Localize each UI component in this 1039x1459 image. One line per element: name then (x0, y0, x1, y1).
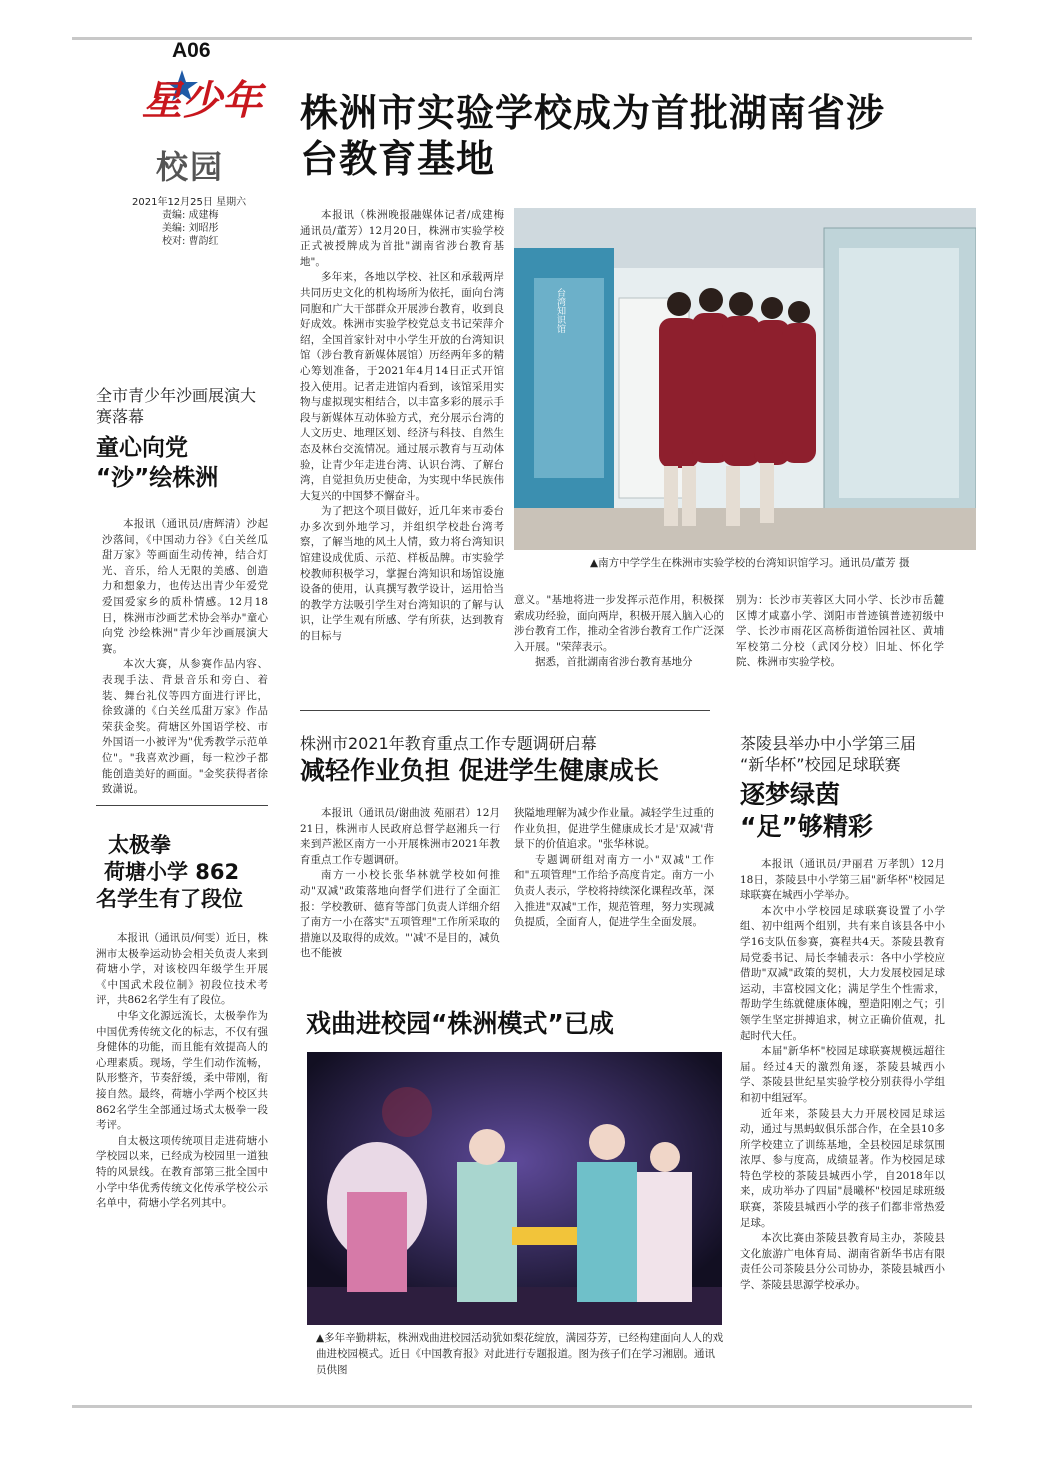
football-kicker-line2: “新华杯”校园足球联赛 (740, 755, 901, 774)
football-paragraph: 本次比赛由茶陵县教育局主办，茶陵县文化旅游广电体育局、湖南省新华书店有限责任公司茶陵县分公司协办，茶陵县城西小学、茶陵县思源学校承办。 (740, 1232, 945, 1292)
opera-headline: 戏曲进校园“株洲模式”已成 (306, 1009, 614, 1038)
homework-paragraph: 狭隘地理解为减少作业量。减轻学生过重的作业负担，促进学生健康成长才是'双减'背景下的价值追求。"张华林说。 (514, 807, 714, 851)
lead-body-col2 (514, 593, 724, 671)
taiji-paragraph: 中华文化源远流长，太极拳作为中国优秀传统文化的标志，不仅有强身健体的功能，而且能有效提高人的心理素质。现场，学生们动作流畅，队形整齐，节奏舒缓，柔中带刚，衔接自然。最终，荷塘小学两个校区共862名学生全部通过场式太极拳一段考评。 (96, 1009, 268, 1132)
masthead-logo-text: 星少年 (142, 78, 262, 124)
football-paragraph: 本届"新华杯"校园足球联赛规模远超往届。经过4天的激烈角逐，茶陵县城西小学、茶陵县世纪星实验学校分别获得小学组和初中组冠军。 (740, 1045, 945, 1104)
homework-kicker: 株洲市2021年教育重点工作专题调研启幕 (300, 734, 597, 753)
football-story (740, 733, 945, 1294)
lead-paragraph: 据悉，首批湖南省涉台教育基地分 (535, 656, 693, 669)
section-divider (300, 710, 710, 711)
proofreader-credit: 校对: 曹韵红 (162, 236, 219, 247)
football-paragraph: 本次中小学校园足球联赛设置了小学组、初中组两个组别，共有来自该县各中小学16支队伍参赛，赛程共4天。茶陵县教育局党委书记、局长李辅表示：各中小学校应借助"双减"政策的契机，大力发展校园足球运动，丰富校园文化；满足学生个性需求，帮助学生练就健康体魄，塑造阳刚之气；引领学生坚定拼搏追求，树立正确价值观，扎起时代大任。 (740, 904, 945, 1042)
masthead-logo (140, 66, 270, 126)
designer-credit: 美编: 刘昭彤 (162, 223, 219, 234)
exhibit-sign-text: 台湾知识馆 (555, 288, 565, 333)
taiji-paragraph: 本报讯（通讯员/何雯）近日，株洲市太极拳运动协会相关负责人来到荷塘小学，对该校四年级学生开展《中国武术段位制》初段位技术考评，共862名学生有了段位。 (96, 932, 268, 1007)
lead-headline-line2: 台教育基地 (300, 137, 496, 181)
sand-headline-line2: “沙”绘株洲 (96, 465, 219, 491)
homework-body-col1 (300, 806, 500, 962)
football-kicker-line1: 茶陵县举办中小学第三届 (740, 734, 917, 753)
lead-paragraph: 多年来，各地以学校、社区和承载两岸共同历史文化的机构场所为依托，面向台湾同胞和广大干部群众开展涉台教育，收到良好成效。株洲市实验学校党总支书记荣萍介绍，全国首家针对中小学生开放的台湾知识馆（涉台教育新媒体展馆）历经两年多的精心筹划准备，于2021年4月14日正式开馆投入使用。记者走进馆内看到，该馆采用实物与虚拟现实相结合，以丰富多彩的展示手段与新媒体互动体验方式，充分展示台湾的人文历史、地理区划、经济与科技、自然生态及林台交流情况。通过展示教育与互动体验，让青少年走进台湾、认识台湾、了解台湾，自觉担负历史使命，为实现中华民族伟大复兴的中国梦不懈奋斗。 (300, 271, 504, 502)
football-headline-line1: 逐梦绿茵 (740, 780, 841, 809)
lead-body-col1 (300, 208, 504, 645)
lead-photo (514, 208, 976, 550)
sand-headline (96, 433, 268, 493)
opera-photo-caption: ▲多年辛勤耕耘，株洲戏曲进校园活动犹如梨花绽放，满园芬芳，已经构建面向人人的戏曲进校园模式。近日《中国教育报》对此进行专题报道。图为孩子们在学习湘剧。通讯员供图 (316, 1332, 724, 1376)
section-name: 校园 (156, 148, 225, 186)
football-paragraph: 近年来，茶陵县大力开展校园足球运动，通过与黑蚂蚁俱乐部合作，在全县10多所学校建立了训练基地，全县校园足球氛围浓厚、参与度高，成绩显著。作为校园足球特色学校的茶陵县城西小学，自2018年以来，成功举办了四届"晨曦杯"校园足球班级联赛，茶陵县城西小学的孩子们都非常热爱足球。 (740, 1107, 945, 1229)
taiji-headline-line2: 荷塘小学 862 (104, 860, 240, 884)
lead-paragraph: 意义。"基地将进一步发挥示范作用，积极探索成功经验，面向两岸，积极开展入脑入心的涉台教育工作，推动全省涉台教育工作广泛深入开展。"荣萍表示。 (514, 594, 724, 653)
lead-headline-line1: 株洲市实验学校成为首批湖南省涉 (300, 91, 886, 135)
star-logo-icon (140, 66, 270, 126)
football-headline-line2: “足”够精彩 (740, 812, 873, 841)
homework-paragraph: 本报讯（通讯员/谢曲波 苑丽君）12月21日，株洲市人民政府总督学赵湘兵一行来到芦淞区南方一小开展株洲市2021年教育重点工作专题调研。 (300, 807, 500, 866)
taiji-story (96, 832, 268, 1212)
football-paragraph: 本报讯（通讯员/尹丽君 万孝凯）12月18日，茶陵县中小学第三届"新华杯"校园足球联赛在城西小学举办。 (740, 858, 945, 902)
sand-kicker: 全市青少年沙画展演大赛落幕 (96, 386, 257, 426)
date-line: 2021年12月25日 星期六 (132, 197, 247, 208)
lead-paragraph: 别为：长沙市芙蓉区大同小学、长沙市岳麓区博才咸嘉小学、浏阳市普迹镇普迹初级中学、长沙市雨花区高桥街道怡园社区、黄埔军校第二分校（武冈分校）旧址、怀化学院、株洲市实验学校。 (736, 594, 944, 669)
taiji-headline-line1: 太极拳 (108, 833, 171, 857)
football-headline (740, 779, 945, 843)
lead-headline (300, 90, 980, 182)
sand-paragraph: 本次大赛，从参赛作品内容、表现手法、背景音乐和旁白、着装、舞台礼仪等四方面进行评比，徐致潇的《白关丝瓜甜万家》作品荣获金奖。荷塘区外国语学校、市外国语一小被评为"优秀教学示范单位"。"我喜欢沙画，每一粒沙子都能创造美好的画面。"金奖获得者徐致潇说。 (102, 658, 268, 796)
sand-story (96, 385, 268, 798)
lead-paragraph: 本报讯（株洲晚报融媒体记者/成建梅 通讯员/董芳）12月20日，株洲市实验学校正式被授牌成为首批"湖南省涉台教育基地"。 (300, 209, 504, 268)
sand-headline-line1: 童心向党 (96, 435, 188, 461)
taiji-headline (96, 832, 268, 913)
masthead-meta (132, 196, 272, 248)
homework-paragraph: 专题调研组对南方一小"双减"工作和"五项管理"工作给予高度肯定。南方一小负责人表示，学校将持续深化课程改革，深入推进"双减"工作，规范管理，努力实现减负提质，全面育人，促进学生全面发展。 (514, 853, 714, 929)
editor-credit: 责编: 成建梅 (162, 210, 219, 221)
taiji-paragraph: 自太极这项传统项目走进荷塘小学校园以来，已经成为校园里一道独特的风景线。在教育部第三批全国中小学中华优秀传统文化传承学校公示名单中，荷塘小学名列其中。 (96, 1134, 268, 1210)
taiji-body (96, 931, 268, 1212)
left-column-divider (96, 805, 268, 806)
homework-body-col2 (514, 806, 714, 931)
sand-paragraph: 本报讯（通讯员/唐辉清）沙起沙落间，《中国动力谷》《白关丝瓜甜万家》等画面生动传神，结合灯光、音乐，给人无限的美感、创造力和想象力，也传达出青少年爱党爱国爱家乡的质朴情感。12月18日，株洲市沙画艺术协会举办"童心向党 沙绘株洲"青少年沙画展演大赛。 (102, 518, 268, 655)
lead-photo-caption: ▲南方中学学生在株洲市实验学校的台湾知识馆学习。通讯员/董芳 摄 (590, 557, 910, 569)
lead-paragraph: 为了把这个项目做好，近几年来市委台办多次到外地学习，并组织学校赴台湾考察，了解当地的风土人情，致力将台湾知识馆建设成优质、示范、样板品牌。市实验学校教师积极学习，掌握台湾知识和场馆设施设备的使用，认真撰写教学设计，运用恰当的教学方法吸引学生对台湾知识的了解与认识，让学生观有所感、学有所获，达到教育的目标与 (300, 505, 504, 643)
lead-body-col3 (736, 593, 944, 671)
bottom-page-rule (72, 1405, 972, 1408)
homework-paragraph: 南方一小校长张华林就学校如何推动"双减"政策落地向督学们进行了全面汇报：学校教研、德育等部门负责人详细介绍了南方一小在落实"五项管理"工作所采取的措施以及取得的成效。"'减'不是目的，减负也不能被 (300, 869, 500, 960)
football-body (740, 857, 945, 1294)
taiji-headline-line3: 名学生有了段位 (96, 887, 243, 911)
homework-headline: 减轻作业负担 促进学生健康成长 (300, 756, 659, 785)
sand-body (96, 517, 268, 798)
page-number: A06 (172, 39, 211, 62)
football-kicker (740, 733, 945, 775)
opera-photo (307, 1052, 722, 1325)
